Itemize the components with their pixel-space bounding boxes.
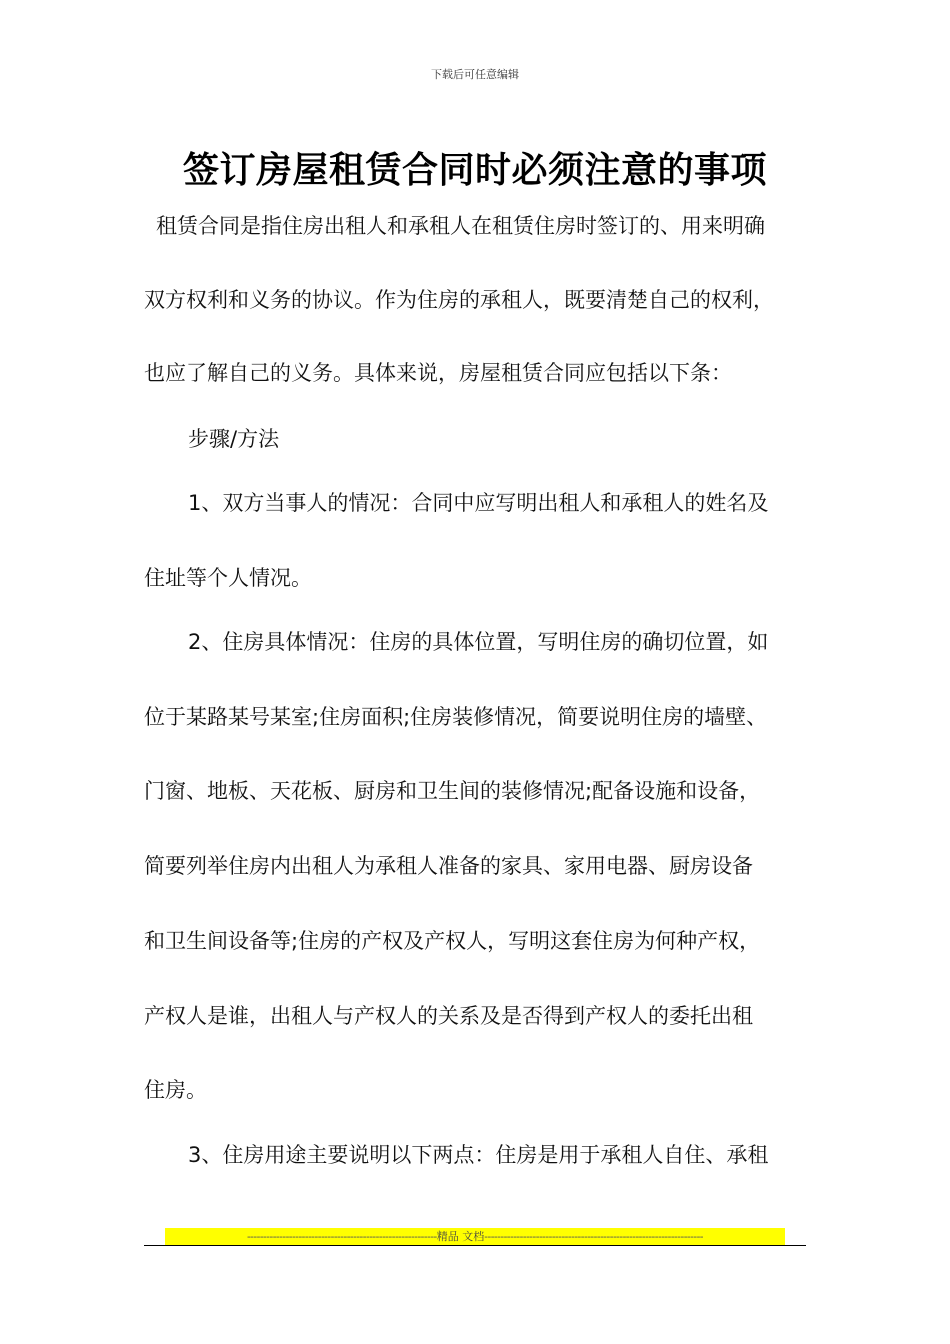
footer-dashes-left: ----------------------------------------------------------- — [246, 1230, 437, 1243]
paragraph-line: 1、双方当事人的情况：合同中应写明出租人和承租人的姓名及 — [188, 491, 769, 515]
paragraph-line: 也应了解自己的义务。具体来说，房屋租赁合同应包括以下条： — [144, 361, 732, 385]
paragraph-line: 2、住房具体情况：住房的具体位置，写明住房的确切位置，如 — [188, 630, 769, 654]
footer-dashes-right: -------------------------------------------------------------------- — [484, 1230, 704, 1243]
footer-label: 精品 文档 — [436, 1230, 485, 1243]
header-note: 下载后可任意编辑 — [431, 68, 519, 81]
paragraph-line: 和卫生间设备等;住房的产权及产权人，写明这套住房为何种产权， — [144, 929, 761, 953]
paragraph-line: 产权人是谁，出租人与产权人的关系及是否得到产权人的委托出租 — [144, 1004, 753, 1028]
section-heading: 步骤/方法 — [188, 427, 280, 451]
footer-highlight-banner — [165, 1228, 785, 1245]
paragraph-line: 3、住房用途主要说明以下两点：住房是用于承租人自住、承租 — [188, 1143, 769, 1167]
paragraph-line: 双方权利和义务的协议。作为住房的承租人，既要清楚自己的权利， — [144, 288, 774, 312]
footer-divider — [144, 1245, 806, 1246]
paragraph-line: 简要列举住房内出租人为承租人准备的家具、家用电器、厨房设备 — [144, 854, 753, 878]
paragraph-line: 住房。 — [144, 1078, 207, 1102]
paragraph-line: 住址等个人情况。 — [144, 566, 312, 590]
paragraph-line: 位于某路某号某室;住房面积;住房装修情况，简要说明住房的墙壁、 — [144, 705, 768, 729]
paragraph-line: 门窗、地板、天花板、厨房和卫生间的装修情况;配备设施和设备， — [144, 779, 761, 803]
document-title: 签订房屋租赁合同时必须注意的事项 — [182, 150, 767, 191]
paragraph-line: 租赁合同是指住房出租人和承租人在租赁住房时签订的、用来明确 — [156, 214, 765, 238]
